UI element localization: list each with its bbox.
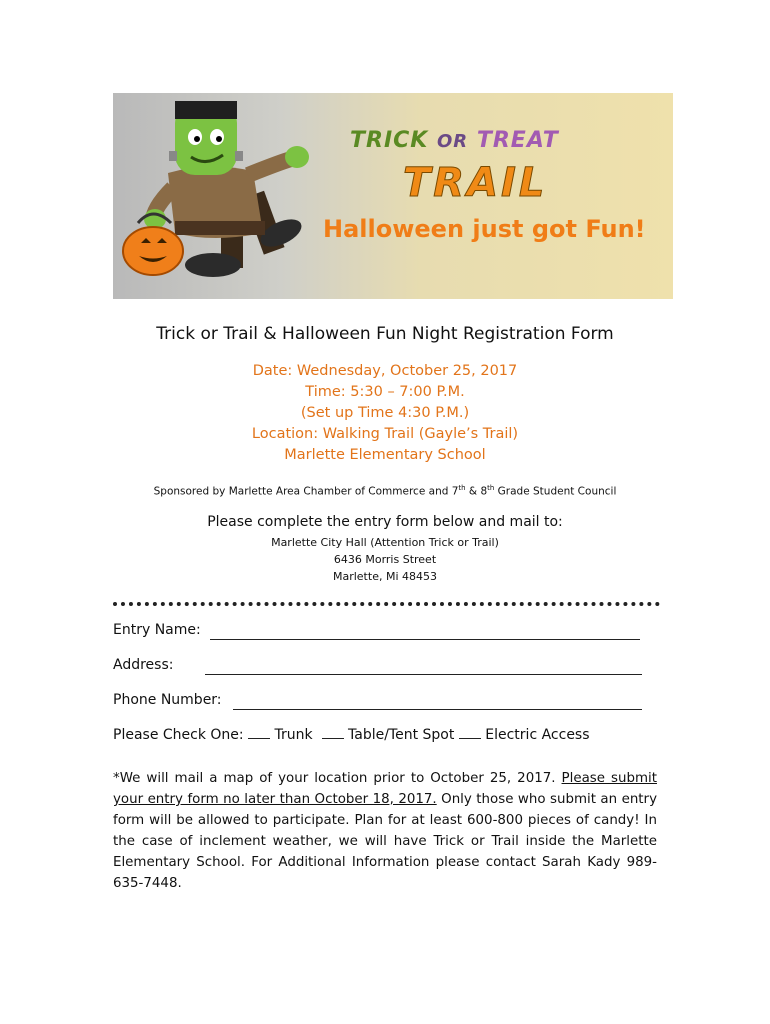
sponsor-prefix: Sponsored by Marlette Area Chamber of Commerce and 7 — [153, 485, 459, 498]
banner-title-line1 — [350, 128, 559, 153]
notice-paragraph — [113, 768, 657, 894]
event-location: Location: Walking Trail (Gayle’s Trail) — [251, 426, 519, 442]
banner-trick-text: TRICK — [350, 128, 429, 153]
entry-name-line[interactable] — [210, 624, 640, 640]
form-title: Trick or Trail & Halloween Fun Night Registration Form — [156, 324, 614, 344]
mail-line-2: 6436 Morris Street — [333, 553, 437, 566]
mail-heading: Please complete the entry form below and mail to: — [207, 514, 563, 530]
sponsor-sup-1: th — [458, 484, 466, 492]
header-banner — [113, 93, 673, 299]
frankenstein-mascot-illustration — [113, 93, 343, 299]
phone-label: Phone Number: — [113, 692, 222, 708]
check-one-label: Please Check One: — [113, 727, 244, 743]
notice-part-1: *We will mail a map of your location prior to October 25, 2017. — [113, 771, 556, 786]
banner-trail-text: TRAIL — [403, 160, 548, 206]
address-line[interactable] — [205, 659, 642, 675]
sponsor-line — [0, 484, 770, 498]
banner-treat-text: TREAT — [476, 128, 559, 153]
option-electric-label: Electric Access — [485, 727, 590, 743]
notice-part-3: Only those who submit an entry form will be allowed to participate. Plan for at least 600-800 pieces of candy! In the case of inclement weather, we will have Trick or Trail inside the Marlette Elementary School. For Additional Information please contact Sarah Kady 989-635-7448. — [113, 792, 657, 891]
option-table-label: Table/Tent Spot — [348, 727, 455, 743]
mail-line-1: Marlette City Hall (Attention Trick or Trail) — [271, 536, 499, 549]
event-date: Date: Wednesday, October 25, 2017 — [252, 363, 518, 379]
address-row — [113, 657, 173, 673]
banner-tagline: Halloween just got Fun! — [323, 215, 646, 243]
entry-name-row — [113, 622, 201, 638]
notice-deadline: Please submit your entry form no later than October 18, 2017. — [113, 771, 657, 807]
banner-or-text: OR — [437, 131, 469, 152]
sponsor-suffix: Grade Student Council — [494, 485, 617, 498]
mail-line-3: Marlette, Mi 48453 — [332, 570, 437, 583]
check-one-row — [113, 726, 590, 743]
entry-name-label: Entry Name: — [113, 622, 201, 638]
phone-line[interactable] — [233, 694, 642, 710]
sponsor-sup-2: th — [487, 484, 495, 492]
phone-row — [113, 692, 222, 708]
event-time: Time: 5:30 – 7:00 P.M. — [305, 384, 465, 400]
electric-checkbox-blank[interactable] — [459, 726, 481, 739]
event-school: Marlette Elementary School — [284, 447, 486, 463]
trunk-checkbox-blank[interactable] — [248, 726, 270, 739]
table-checkbox-blank[interactable] — [322, 726, 344, 739]
event-setup-time: (Set up Time 4:30 P.M.) — [300, 405, 470, 421]
option-trunk-label: Trunk — [274, 727, 313, 743]
sponsor-mid: & 8 — [465, 485, 488, 498]
address-label: Address: — [113, 657, 174, 673]
dotted-divider — [113, 602, 660, 606]
